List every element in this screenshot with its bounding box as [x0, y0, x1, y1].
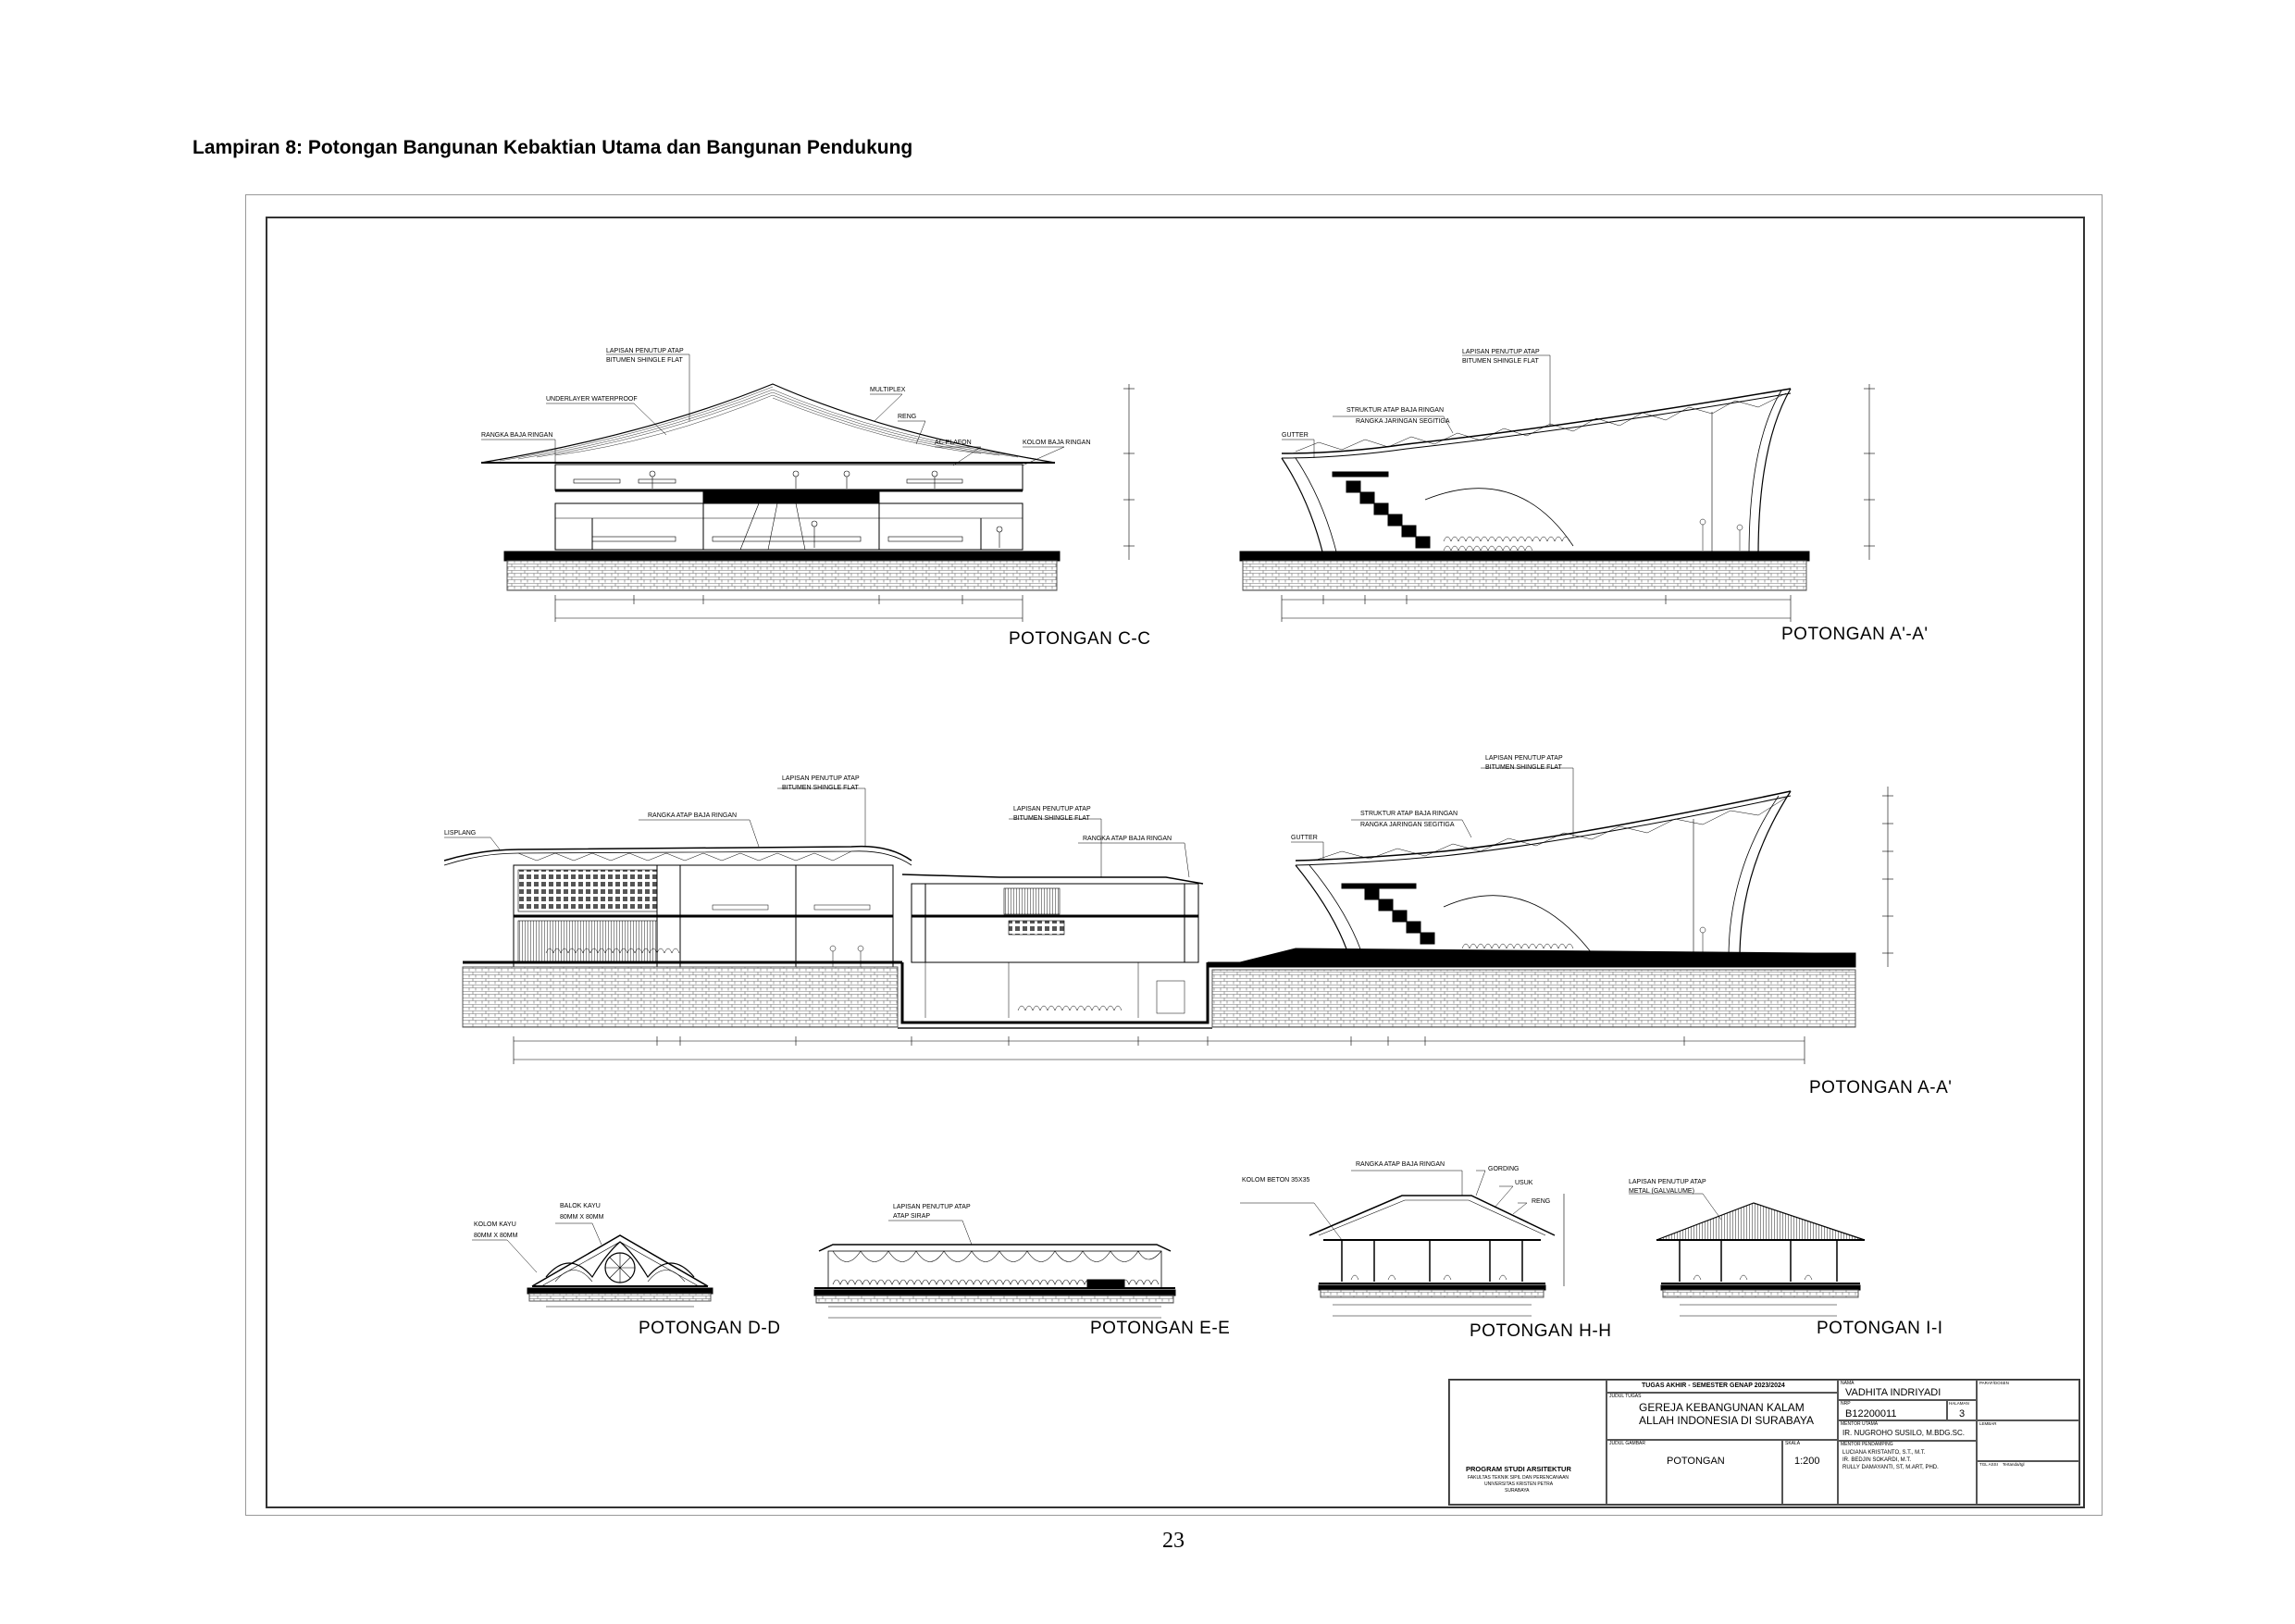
- dd-label-1: BALOK KAYU: [560, 1203, 601, 1209]
- tb-skala-cell: [1782, 1440, 1838, 1505]
- tb-tgl-cell: [1977, 1461, 2079, 1505]
- hh-label-2: GORDING: [1488, 1166, 1520, 1172]
- title-block: [1448, 1379, 2080, 1506]
- section-a2-drawing: [1240, 355, 1875, 622]
- tb-nama-label: NAMA: [1841, 1381, 1855, 1386]
- page-title: Lampiran 8: Potongan Bangunan Kebaktian Utama dan Bangunan Pendukung: [192, 137, 913, 158]
- cc-label-7: AC PLAFON: [935, 440, 972, 446]
- aa-label-8: LAPISAN PENUTUP ATAP: [1485, 755, 1563, 762]
- tb-tgl-label: TGL ASSI: [1979, 1462, 1998, 1467]
- aa-label-2: RANGKA ATAP BAJA RINGAN: [648, 812, 738, 819]
- tb-pendamping-label: MENTOR PENDAMPING: [1841, 1442, 1893, 1447]
- tb-tgl-value: Tertanda/tgl: [2003, 1462, 2025, 1467]
- page-number: 23: [1162, 1529, 1185, 1553]
- section-ii-drawing: [1629, 1194, 1865, 1316]
- aa-label-5: LAPISAN PENUTUP ATAP: [1013, 806, 1091, 812]
- tb-gambar-cell: [1606, 1440, 1782, 1505]
- section-title-a2: POTONGAN A'-A': [1781, 625, 1929, 644]
- tb-pendamping-3: RULLY DAMAYANTI, ST, M.ART, PHD.: [1842, 1465, 1939, 1470]
- tb-halaman: 3: [1959, 1408, 1966, 1419]
- tb-judul-line2: ALLAH INDONESIA DI SURABAYA: [1639, 1414, 1814, 1427]
- a2-label-4: RANGKA JARINGAN SEGITIGA: [1356, 418, 1450, 425]
- a2-label-2: BITUMEN SHINGLE FLAT: [1462, 358, 1539, 365]
- dd-label-3: KOLOM KAYU: [474, 1221, 516, 1228]
- a2-label-5: GUTTER: [1282, 432, 1309, 439]
- hh-label-4: USUK: [1515, 1180, 1533, 1186]
- tb-program: PROGRAM STUDI ARSITEKTUR: [1466, 1465, 1571, 1473]
- cc-label-5: RENG: [898, 414, 917, 420]
- cc-label-3: UNDERLAYER WATERPROOF: [546, 396, 638, 403]
- section-title-ee: POTONGAN E-E: [1090, 1319, 1231, 1338]
- aa-label-7: RANGKA ATAP BAJA RINGAN: [1083, 836, 1172, 842]
- a2-label-1: LAPISAN PENUTUP ATAP: [1462, 349, 1540, 355]
- a2-label-3: STRUKTUR ATAP BAJA RINGAN: [1346, 407, 1445, 414]
- tb-mentor-label: MENTOR UTAMA: [1841, 1421, 1879, 1427]
- cc-label-8: KOLOM BAJA RINGAN: [1023, 440, 1091, 446]
- section-title-dd: POTONGAN D-D: [639, 1319, 781, 1338]
- section-hh-drawing: [1240, 1171, 1564, 1316]
- ii-label-1: LAPISAN PENUTUP ATAP: [1629, 1179, 1706, 1185]
- aa-label-4: BITUMEN SHINGLE FLAT: [782, 785, 859, 791]
- tb-gambar: POTONGAN: [1667, 1456, 1725, 1467]
- section-cc-drawing: [481, 354, 1135, 622]
- section-ee-drawing: [814, 1221, 1175, 1318]
- cc-label-1: LAPISAN PENUTUP ATAP: [606, 348, 684, 354]
- section-title-cc: POTONGAN C-C: [1009, 629, 1151, 649]
- tb-faculty-3: SURABAYA: [1505, 1488, 1530, 1494]
- ee-label-1: LAPISAN PENUTUP ATAP: [893, 1204, 971, 1210]
- tb-course: TUGAS AKHIR - SEMESTER GENAP 2023/2024: [1642, 1382, 1785, 1389]
- hh-label-1: RANGKA ATAP BAJA RINGAN: [1356, 1161, 1445, 1168]
- tb-faculty-1: FAKULTAS TEKNIK SIPIL DAN PERENCANAAN: [1468, 1475, 1569, 1481]
- tb-pendamping-2: IR. BEDJIN SOKARDI, M.T.: [1842, 1457, 1912, 1463]
- tb-nrp: B12200011: [1845, 1408, 1897, 1419]
- section-title-hh: POTONGAN H-H: [1470, 1321, 1612, 1341]
- tb-skala-label: SKALA: [1785, 1441, 1801, 1446]
- tb-faculty-2: UNIVERSITAS KRISTEN PETRA: [1484, 1481, 1554, 1487]
- cc-label-6: RANGKA BAJA RINGAN: [481, 432, 553, 439]
- aa-label-6: BITUMEN SHINGLE FLAT: [1013, 815, 1090, 822]
- ii-label-2: METAL (GALVALUME): [1629, 1188, 1694, 1195]
- aa-label-10: STRUKTUR ATAP BAJA RINGAN: [1360, 811, 1458, 817]
- dd-label-4: 80MM X 80MM: [474, 1233, 518, 1239]
- tb-judul-label: JUDUL TUGAS: [1609, 1394, 1642, 1399]
- tb-gambar-label: JUDUL GAMBAR: [1609, 1441, 1645, 1446]
- aa-label-1: LISPLANG: [444, 830, 477, 837]
- cc-label-2: BITUMEN SHINGLE FLAT: [606, 357, 683, 364]
- tb-judul-line1: GEREJA KEBANGUNAN KALAM: [1639, 1401, 1805, 1414]
- section-title-ii: POTONGAN I-I: [1817, 1319, 1943, 1338]
- cc-label-4: MULTIPLEX: [870, 387, 906, 393]
- hh-label-3: KOLOM BETON 35X35: [1242, 1177, 1310, 1184]
- hh-label-5: RENG: [1532, 1198, 1551, 1205]
- tb-lembar-label: LEMBAR: [1979, 1421, 1997, 1426]
- dd-label-2: 80MM X 80MM: [560, 1214, 604, 1221]
- aa-label-12: GUTTER: [1291, 835, 1318, 841]
- tb-nama: VADHITA INDRIYADI: [1845, 1387, 1941, 1398]
- aa-label-9: BITUMEN SHINGLE FLAT: [1485, 764, 1562, 771]
- section-title-aa: POTONGAN A-A': [1809, 1078, 1953, 1097]
- tb-halaman-label: HALAMAN: [1949, 1401, 1969, 1406]
- aa-label-3: LAPISAN PENUTUP ATAP: [782, 775, 860, 782]
- tb-nrp-label: NRP: [1841, 1401, 1851, 1407]
- tb-skala: 1:200: [1794, 1456, 1820, 1467]
- ee-label-2: ATAP SIRAP: [893, 1213, 931, 1220]
- tb-pendamping-1: LUCIANA KRISTANTO, S.T., M.T.: [1842, 1450, 1926, 1456]
- tb-paraf-label: PARAF/DOSEN: [1979, 1381, 2009, 1385]
- tb-mentor: IR. NUGROHO SUSILO, M.BDG.SC.: [1842, 1429, 1966, 1437]
- aa-label-11: RANGKA JARINGAN SEGITIGA: [1360, 822, 1455, 828]
